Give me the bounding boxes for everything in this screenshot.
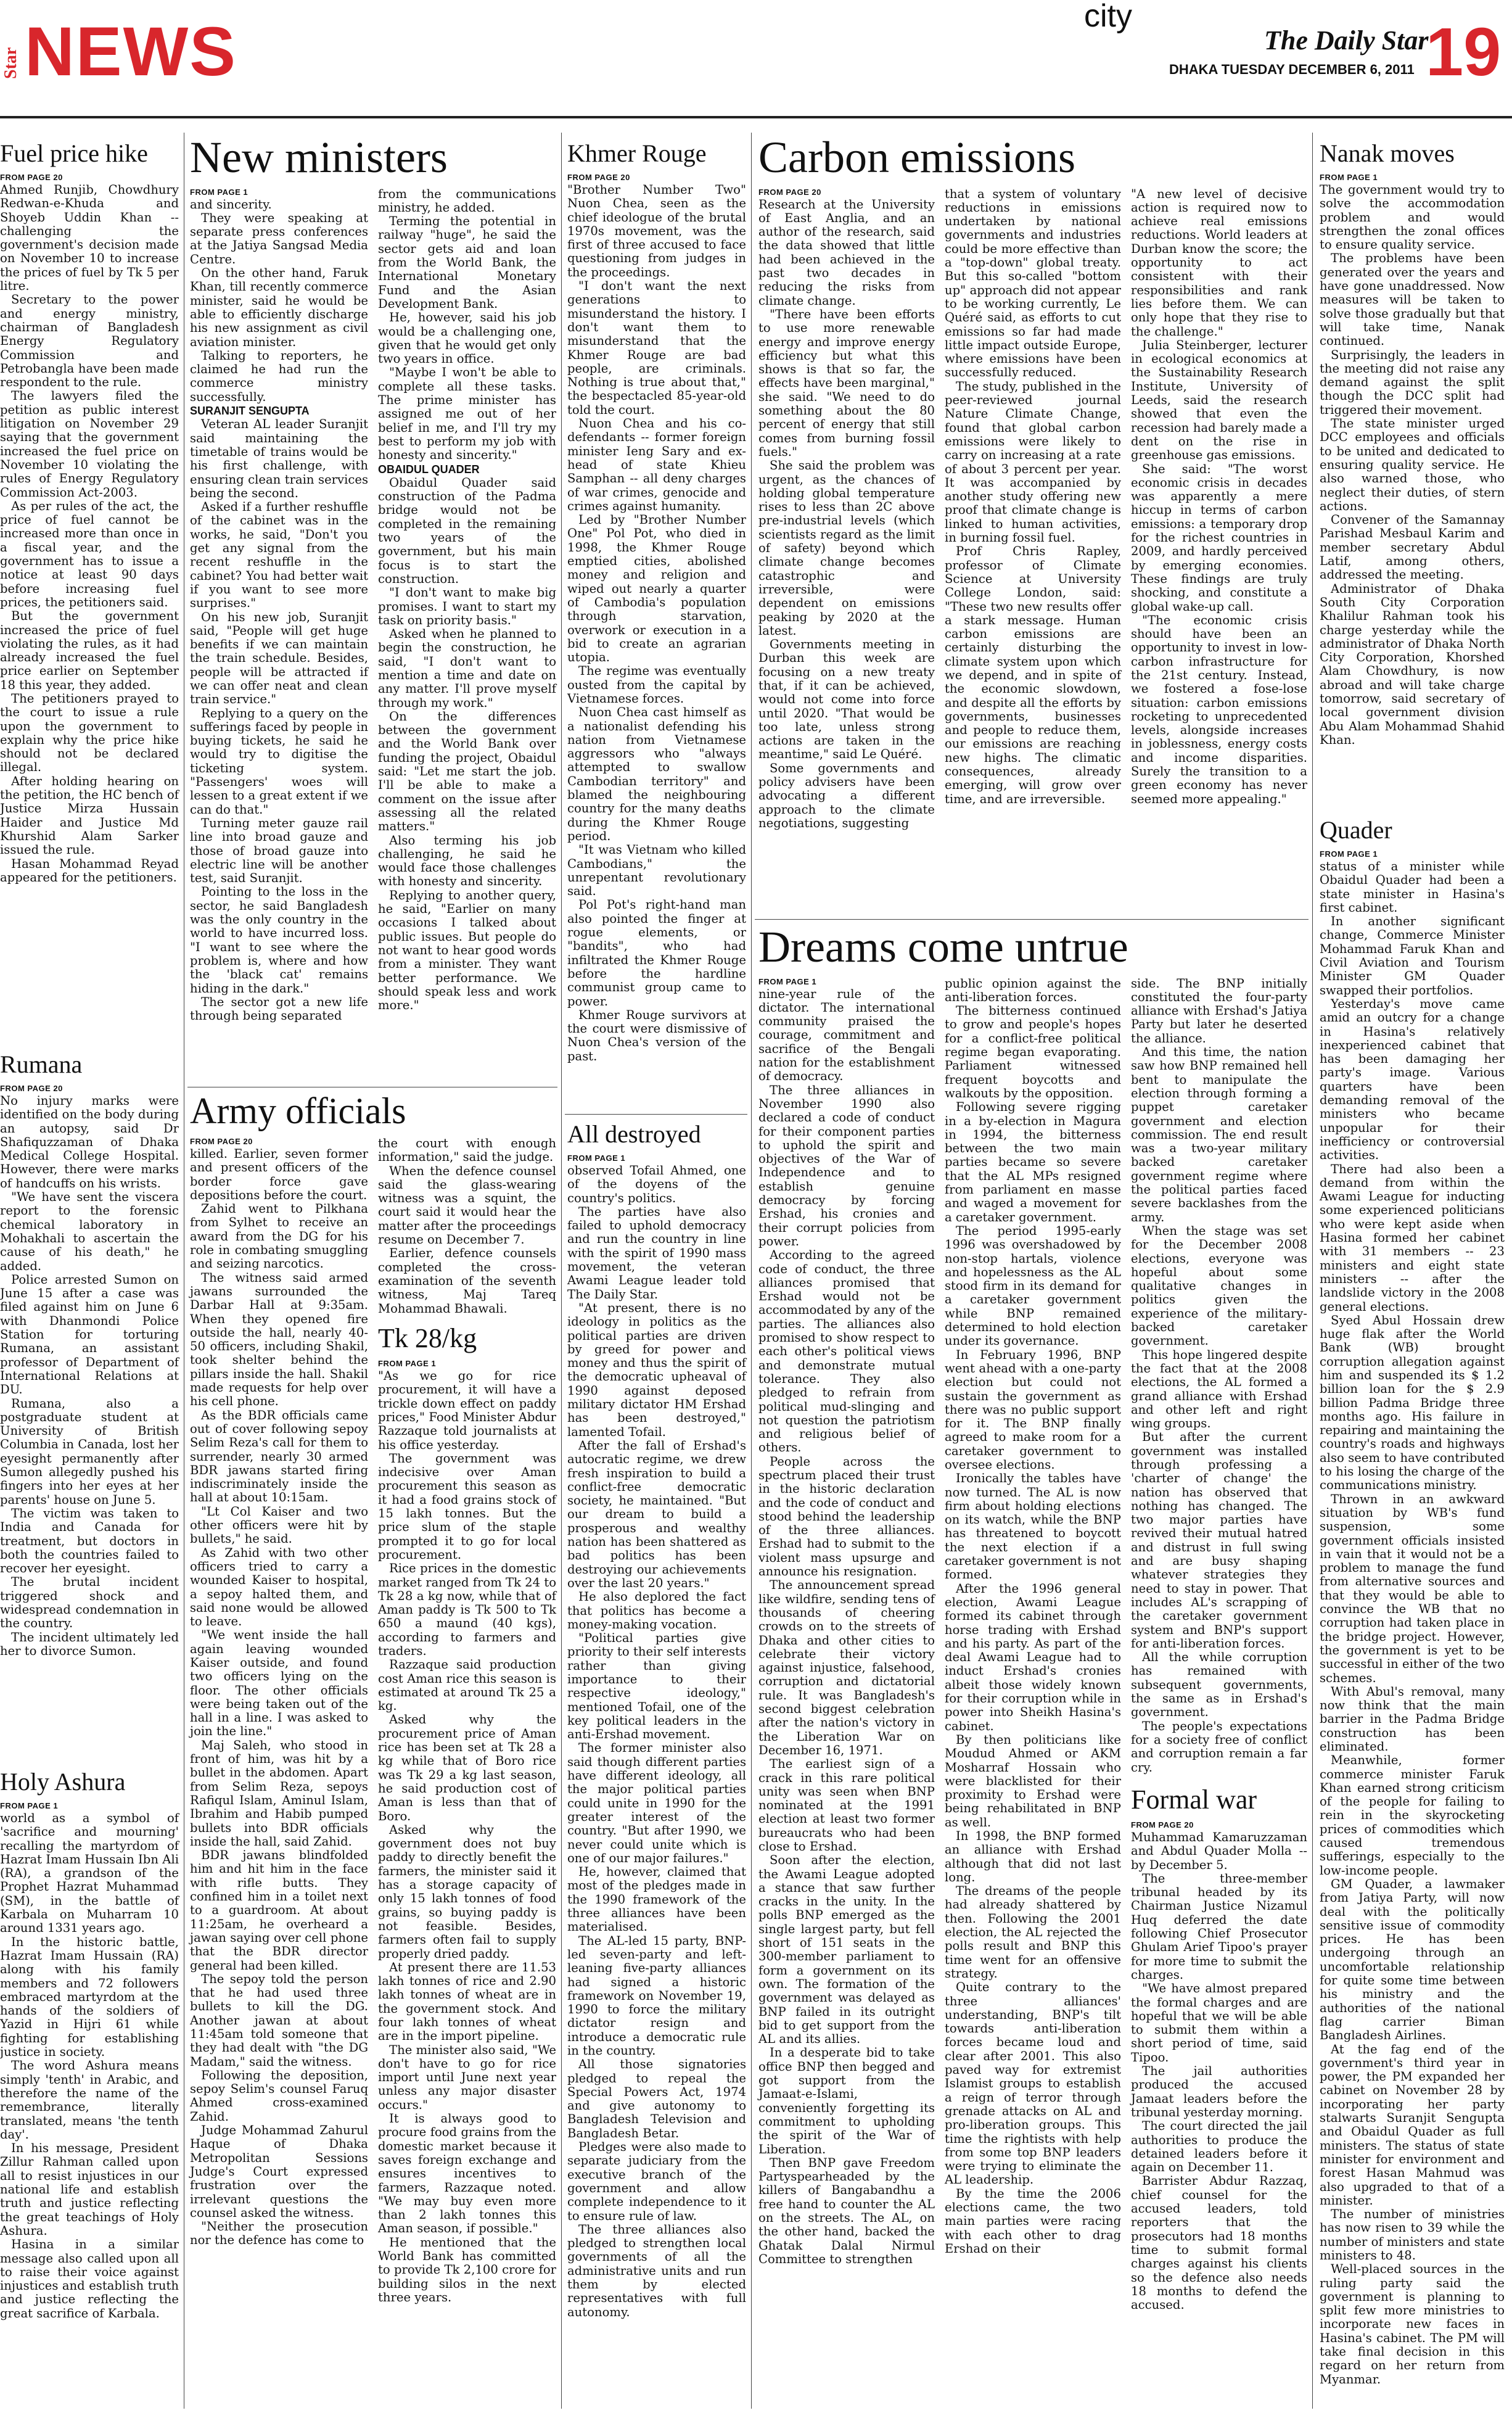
paragraph: The study, published in the peer-reviewed journal Nature Climate Change, found that global carbon emissions were likely to carry on increasing at a rate of about 3 percent per year. It was accompanied by another study offering new proof that climate change is linked to human activities, in burning fossil fuel.: [945, 379, 1122, 545]
paragraph: By the time the 2006 elections came, the two main parties were racing with each other to drag Ershad on their: [945, 2186, 1121, 2256]
jump-label: FROM PAGE 20: [0, 173, 63, 182]
paragraph: the court with enough information," said the judge.: [378, 1136, 556, 1165]
jump-label: FROM PAGE 1: [1320, 173, 1378, 182]
paragraph: As the BDR officials came out of cover following sepoy Selim Reza's call for them to surrender, nearly 30 armed BDR jawans started firing indiscriminately inside the hall at about 10:15am.: [190, 1408, 368, 1505]
paragraph: The brutal incident triggered shock and widespread condemnation in the country.: [0, 1575, 179, 1631]
paragraph: The three alliances also pledged to strengthen local governments of all the administrative units and run them by elected representatives with full autonomy.: [567, 2222, 746, 2319]
paragraph: The period 1995-early 1996 was overshadowed by non-stop hartals, violence and hopelessness as the AL stood firm in its demand for a caretaker government while BNP remained determined to hold election under its governance.: [945, 1223, 1121, 1348]
story-body: [0, 1094, 179, 1658]
paragraph: public opinion against the anti-liberation forces.: [945, 976, 1121, 1004]
paragraph: "Lt Col Kaiser and two other officers were hit by bullets," he said.: [190, 1504, 368, 1546]
paragraph: Well-placed sources in the ruling party said the government is planning to split few more ministries to incorporate new faces in Hasina's cabinet. The PM will take final decision in this regard on her return from Myanmar.: [1320, 2262, 1505, 2386]
paragraph: The three-member tribunal headed by its Chairman Justice Nizamul Huq deferred the date following Chief Prosecutor Ghulam Arief Tipoo's prayer for more time to submit the charges.: [1131, 1871, 1307, 1982]
story-quader: [1320, 817, 1505, 2411]
paragraph: Ahmed Runjib, Chowdhury Redwan-e-Khuda and Shoyeb Uddin Khan -- challenging the government's decision made on November 10 to increase the prices of fuel by Tk 5 per litre.: [0, 183, 179, 294]
headline: Carbon emissions: [758, 133, 1075, 182]
paragraph: Talking to reporters, he claimed he had run the commerce ministry successfully.: [190, 348, 368, 404]
paragraph: "The economic crisis should have been an opportunity to invest in low-carbon infrastructure for the 21st century. Instead, we fostered a fose-lose situation: carbon emissions rocketing to unprecedented levels, alongside increases in joblessness, energy costs and income disparities. Surely the transition to a green economy has never seemed more appealing.": [1131, 613, 1307, 806]
paragraph: It is always good to procure food grains from the domestic market because it saves foreign exchange and ensures incentives to farmers, Razzaque noted. "We may buy even more than 2 lakh tonnes this Aman season, if possible.": [378, 2111, 556, 2236]
paragraph: Soon after the election, the Awami League adopted a stance that saw further cracks in the unity. In the polls BNP emerged as the single largest party, but fell short of 151 seats in the 300-member parliament to form a government on its own. The formation of the government was delayed as BNP failed in its outright bid to get support from the AL and its allies.: [758, 1853, 935, 2047]
jump-label: FROM PAGE 20: [567, 173, 630, 182]
paragraph: Convener of the Samannay Parishad Mesbaul Karim and member secretary Abdul Latif, among others, addressed the meeting.: [1320, 513, 1505, 582]
subhead: OBAIDUL QUADER: [378, 463, 480, 476]
story-body-col1: [758, 988, 935, 2267]
paragraph: When the stage was set for the December 2008 elections, everyone was hopeful about some qualitative changes in politics given the experience of the military-backed caretaker government.: [1131, 1223, 1307, 1348]
section-title: NEWS: [25, 13, 237, 90]
paragraph: He, however, said his job would be a challenging one, given that he would get only two years in office.: [378, 310, 556, 366]
paragraph: Earlier, defence counsels completed the cross-examination of the seventh witness, Maj Tareq Mohammad Bhawali.: [378, 1246, 556, 1316]
paragraph: They were speaking at separate press conferences at the Jatiya Sangsad Media Centre.: [190, 210, 368, 266]
story-body-col2: [378, 1137, 556, 1316]
jump-label: FROM PAGE 1: [758, 976, 817, 986]
paragraph: Police arrested Sumon on June 15 after a case was filed against him on June 6 with Dhanmondi Police Station for torturing Rumana, an assistant professor of Department of International Relations at DU.: [0, 1272, 179, 1397]
paragraph: Rice prices in the domestic market ranged from Tk 24 to Tk 28 a kg now, while that of Aman paddy is Tk 500 to Tk 650 a maund (40 kgs), according to farmers and traders.: [378, 1561, 556, 1658]
paragraph: The number of ministries has now risen to 39 while the number of ministers and state ministers to 48.: [1320, 2207, 1505, 2262]
paragraph: There had also been a demand from within the Awami League for inducting some experienced politicians who were kept aside when Hasina formed her cabinet with 31 members -- 23 ministers and eight state ministers -- after the landslide victory in the 2008 general elections.: [1320, 1161, 1505, 1314]
headline: Formal war: [1131, 1784, 1257, 1815]
headline: Quader: [1320, 816, 1392, 844]
page-number: 19: [1426, 14, 1502, 90]
subhead: SURANJIT SENGUPTA: [190, 405, 310, 418]
paragraph: "At present, there is no ideology in politics as the political parties are driven by greed for power and money and thus the spirit of the democratic upheaval of 1990 against deposed military dictator HM Ershad has been destroyed," lamented Tofail.: [567, 1300, 746, 1439]
paragraph: Nuon Chea and his co-defendants -- former foreign minister Ieng Sary and ex-head of state Khieu Samphan -- all deny charges of war crimes, genocide and crimes against humanity.: [567, 416, 746, 513]
paragraph: "Brother Number Two" Nuon Chea, seen as the chief ideologue of the brutal 1970s movement, was the first of three accused to face questioning from judges in the proceedings.: [567, 183, 746, 279]
paragraph: Ironically the tables have now turned. The AL is now firm about holding elections on its watch, while the BNP has threatened to boycott the next election if a caretaker government is not formed.: [945, 1471, 1121, 1582]
story-body-col1: [190, 1147, 368, 2248]
paragraph: The incident ultimately led her to divorce Sumon.: [0, 1630, 179, 1658]
paragraph: The regime was eventually ousted from the capital by Vietnamese forces.: [567, 664, 746, 706]
paragraph: The three alliances in November 1990 also declared a code of conduct for their component parties to uphold the spirit and objectives of the War of Independence and to establish genuine democracy by forcing Ershad, his cronies and their corrupt policies from power.: [758, 1083, 935, 1248]
paragraph: He also deplored the fact that politics has become a money-making vocation.: [567, 1590, 746, 1631]
paragraph: In 1998, the BNP formed an alliance with Ershad although that did not last long.: [945, 1829, 1121, 1884]
paragraph: Barrister Abdur Razzaq, chief counsel for the accused leaders, told reporters that the prosecutors had 18 months time to submit formal charges against his clients so the defence also needs 18 months to defend the accused.: [1131, 2174, 1307, 2312]
paragraph: Obaidul Quader said construction of the Padma bridge would not be completed in the remaining two years of the government, but his main focus is to start the construction.: [378, 475, 556, 586]
story-body-col2: [945, 977, 1121, 2256]
paragraph: The state minister urged DCC employees and officials to be united and dedicated to ensuring quality service. He also warned those, who neglect their duties, of stern actions.: [1320, 416, 1505, 513]
paragraph: After the 1996 general election, Awami League formed its cabinet through horse trading with Ershad and his party. As part of the deal Awami League had to induct Ershad's cronies albeit those widely known for their corruption while in power into Sheikh Hasina's cabinet.: [945, 1581, 1121, 1733]
paragraph: "There have been efforts to use more renewable energy and improve energy efficiency but what this shows is that so far, the effects have been marginal," she said. "We need to do something about the 80 percent of energy that still comes from burning fossil fuels.": [758, 307, 935, 459]
column-divider: [1312, 133, 1313, 2409]
paragraph: "I don't want the next generations to misunderstand the history. I don't want them to misunderstand that the Khmer Rouge are bad people, are criminals. Nothing is true about that," the bespectacled 85-year-old told the court.: [567, 279, 746, 417]
story-rumana: [0, 1052, 179, 1749]
paragraph: Asked why the procurement price of Aman rice has been set at Tk 28 a kg while that of Boro rice was Tk 29 a kg last season, he said production cost of Aman is less than that of Boro.: [378, 1712, 556, 1823]
paragraph: And this time, the nation saw how BNP remained hell bent to manipulate the election through forming a puppet caretaker government and election commission. The end result was a two-year military backed caretaker government regime where the political parties faced severe backlashes from the army.: [1131, 1045, 1307, 1224]
paragraph: side. The BNP initially constituted the four-party alliance with Ershad's Jatiya Party but later he deserted the alliance.: [1131, 976, 1307, 1046]
paragraph: Khmer Rouge survivors at the court were dismissive of Nuon Chea's version of the past.: [567, 1007, 746, 1063]
column-divider: [561, 133, 562, 2409]
story-body: [1320, 183, 1505, 747]
paragraph: "Political parties give priority to their self interests rather than giving importance to their respective ideology," mentioned Tofail, one of the key political leaders in the anti-Ershad movement.: [567, 1631, 746, 1742]
paragraph: Muhammad Kamaruzzaman and Abdul Quader Molla -- by December 5.: [1131, 1830, 1307, 1872]
paragraph: At present there are 11.53 lakh tonnes of rice and 2.90 lakh tonnes of wheat are in the government stock. And four lakh tonnes of wheat are in the import pipeline.: [378, 1960, 556, 2044]
paragraph: Asked if a further reshuffle of the cabinet was in the works, he said, "Don't you get any signal from the recent reshuffle in the cabinet? You had better wait if you want to see more surprises.": [190, 500, 368, 611]
jump-label: FROM PAGE 20: [1131, 1820, 1194, 1829]
paragraph: Terming the potential in railway "huge", he said the sector gets aid and loan from the World Bank, the International Monetary Fund and the Asian Development Bank.: [378, 214, 556, 311]
paragraph: "I don't want to make big promises. I want to start my task on priority basis.": [378, 585, 556, 627]
paragraph: Maj Saleh, who stood in front of him, was hit by a bullet in the abdomen. Apart from Selim Reza, sepoys Rafiqul Islam, Aminul Islam, Ibrahim and Habib pumped bullets into BDR officials inside the hall, said Zahid.: [190, 1738, 368, 1849]
paragraph: Then BNP gave Freedom Partyspearheaded by the killers of Bangabandhu a free hand to counter the AL on the streets. The AL, on the other hand, backed the Ghatak Dalal Nirmul Committee to strengthen: [758, 2155, 935, 2266]
paragraph: Surprisingly, the leaders in the meeting did not raise any demand against the split though the DCC split had triggered their movement.: [1320, 347, 1505, 417]
paragraph: The petitioners prayed to the court to issue a rule upon the government to explain why the price hike should not be declared illegal.: [0, 691, 179, 775]
paragraph: observed Tofail Ahmed, one of the doyens of the country's politics.: [567, 1163, 746, 1205]
paragraph: "A new level of decisive action is required now to achieve real emissions reductions. World leaders at Durban know the score; the opportunity to act consistent with their responsibilities and rank lies before them. We can only hope that they rise to the challenge.": [1131, 186, 1307, 339]
paragraph: The problems have been generated over the years and have gone unaddressed. Now measures will be taken to solve those gradually but that will take time, Nanak continued.: [1320, 251, 1505, 349]
paragraph: "Neither the prosecution nor the defence has come to: [190, 2219, 368, 2248]
story-body: [1131, 1831, 1307, 2312]
paragraph: world as a symbol of 'sacrifice and mourning' recalling the martyrdom of Hazrat Imam Hussain Ibn Ali (RA), a grandson of the Prophet Hazrat Muhammad (SM), in the battle of Karbala on Muharram 10 around 1331 years ago.: [0, 1811, 179, 1936]
story-khmer-rouge: [567, 141, 746, 1109]
newspaper-name: The Daily Star: [1264, 25, 1429, 56]
jump-label: FROM PAGE 20: [758, 187, 821, 197]
paragraph: Also terming his job challenging, he said he would face those challenges with honesty and sincerity.: [378, 833, 556, 889]
paragraph: After the fall of Ershad's autocratic regime, we drew fresh inspiration to build a conflict-free democratic society, he maintained. "But our dream to build a prosperous and wealthy nation has been shattered as bad politics has been destroying our achievements over the last 20 years.": [567, 1438, 746, 1590]
paragraph: She said: "The worst economic crisis in decades was apparently a mere hiccup in terms of carbon emissions: a temporary drop for the richest countries in 2009, and hardly perceived by emerging economies. These findings are truly shocking, and constitute a global wake-up call.: [1131, 461, 1307, 614]
star-logo-icon: [1, 25, 21, 80]
section-label: city: [1084, 0, 1132, 34]
headline: Nanak moves: [1320, 139, 1455, 167]
jump-label: FROM PAGE 1: [567, 1153, 626, 1163]
paragraph: BDR jawans blindfolded him and hit him in the face with rifle butts. They confined him in a toilet next to a guardroom. At about 11:25am, he overheard a jawan saying over cell phone that the BDR director general had been killed.: [190, 1848, 368, 1973]
paragraph: The dreams of the people had already shattered by then. Following the 2001 election, the AL rejected the polls result and BNP this time went for an offensive strategy.: [945, 1884, 1121, 1981]
headline: Army officials: [190, 1091, 406, 1131]
paragraph: When the defence counsel said the glass-wearing witness was a squint, the court said it would hear the matter after the proceedings resume on December 7.: [378, 1163, 556, 1247]
story-carbon-emissions: [758, 134, 1307, 913]
story-fuel-price-hike: [0, 141, 179, 1029]
paragraph: People across the spectrum placed their trust in the historic declaration and the code of conduct and stood behind the leadership of the three alliances. Ershad had to submit to the violent mass upsurge and announce his resignation.: [758, 1454, 935, 1579]
paragraph: The sector got a new life through being separated: [190, 994, 368, 1023]
paragraph: The sepoy told the person that he had used three bullets to kill the DG. Another jawan at about 11:45am told someone that they had dealt with "the DG Madam," said the witness.: [190, 1971, 368, 2069]
paragraph: She said the problem was urgent, as the chances of holding global temperature rises to less than 2C above pre-industrial levels (which scientists regard as the limit of safety) beyond which climate change becomes catastrophic and irreversible, were dependent on emissions peaking by 2020 at the latest.: [758, 458, 935, 638]
paragraph: Turning meter gauze rail line into broad gauze and those of broad gauze into electric line will be another test, said Suranjit.: [190, 815, 368, 886]
paragraph: Some governments and policy advisers have been advocating a different approach to the climate negotiations, suggesting: [758, 761, 935, 830]
paragraph: Yesterday's move came amid an outcry for a change in Hasina's relatively inexperienced cabinet that has been damaging her party's image. Various quarters have been demanding removal of the ministers who became unpopular for their inefficiency or controversial activities.: [1320, 996, 1505, 1163]
paragraph: After holding hearing on the petition, the HC bench of Justice Mirza Hussain Haider and Justice Md Khurshid Alam Sarker issued the rule.: [0, 773, 179, 857]
paragraph: The lawyers filed the petition as public interest litigation on November 29 saying that the government increased the fuel price on November 10 violating the rules of Energy Regulatory Commission Act-2003.: [0, 389, 179, 500]
paragraph: The parties have also failed to uphold democracy and run the country in line with the spirit of 1990 mass movement, the veteran Awami League leader told The Daily Star.: [567, 1204, 746, 1301]
story-body-col1: [190, 198, 368, 1023]
paragraph: Secretary to the power and energy ministry, chairman of Bangladesh Energy Regulatory Commission and Petrobangla have been made respondent to the rule.: [0, 292, 179, 390]
story-body-col3: [1131, 977, 1307, 1775]
paragraph: "As we go for rice procurement, it will have a trickle down effect on paddy prices," Food Minister Abdur Razzaque told journalists at his office yesterday.: [378, 1369, 556, 1452]
story-body: [378, 1369, 556, 2304]
story-body-col3: [1131, 188, 1307, 806]
story-new-ministers: [190, 134, 556, 1081]
jump-label: FROM PAGE 20: [190, 1137, 253, 1146]
paragraph: He, however, claimed that most of the pledges made in the 1990 framework of the three alliances have been materialised.: [567, 1865, 746, 1934]
paragraph: The earliest sign of a crack in this rare political unity was seen when BNP nominated at the 1991 election at least two former bureaucrats who had been close to Ershad.: [758, 1757, 935, 1854]
paragraph: By then politicians like Moudud Ahmed or AKM Mosharraf Hossain who were blacklisted for their proximity to Ershad were being rehabilitated in BNP as well.: [945, 1732, 1121, 1829]
paragraph: Administrator of Dhaka South City Corporation Khalilur Rahman took his charge yesterday while the administrator of Dhaka North City Corporation, Khorshed Alam Chowdhury, is now abroad and will take charge tomorrow, said secretary of local government division Abu Alam Mohammad Shahid Khan.: [1320, 581, 1505, 747]
paragraph: But the government increased the price of fuel violating the rules, as it had already increased the fuel price earlier on September 18 this year, they added.: [0, 609, 179, 692]
masthead-rule: [0, 116, 1512, 118]
jump-label: FROM PAGE 1: [0, 1801, 59, 1810]
story-divider: [565, 1114, 747, 1115]
jump-label: FROM PAGE 1: [378, 1359, 437, 1369]
paragraph: "It was Vietnam who killed Cambodians," the unrepentant revolutionary said.: [567, 843, 746, 899]
paragraph: Razzaque said production cost Aman rice this season is estimated at around Tk 25 a kg.: [378, 1657, 556, 1714]
headline: Tk 28/kg: [378, 1322, 477, 1353]
paragraph: No injury marks were identified on the body during an autopsy, said Dr Shafiquzzaman of Dhaka Medical College Hospital. However, there were marks of handcuffs on his wrists.: [0, 1094, 179, 1190]
paragraph: Veteran AL leader Suranjit said maintaining the timetable of trains would be his first challenge, with ensuring clean train services being the second.: [190, 417, 368, 500]
story-body-col2: [378, 188, 556, 1013]
jump-label: FROM PAGE 1: [1320, 849, 1378, 859]
headline: New ministers: [190, 133, 448, 182]
headline: Khmer Rouge: [567, 139, 707, 167]
story-tk-28-kg: [378, 1324, 556, 2304]
jump-label: FROM PAGE 1: [190, 187, 249, 197]
paragraph: that a system of voluntary reductions in emissions undertaken by national governments and industries could be more effective than a "top-down" global treaty. But this so-called "bottom up" approach did not appear to be working currently, Le Quéré said, as efforts to cut emissions so far had made little impact outside Europe, where emissions have been successfully reduced.: [945, 186, 1121, 380]
paragraph: nine-year rule of the dictator. The international community praised the courage, commitment and sacrifice of the Bengali nation for the establishment of democracy.: [758, 986, 935, 1084]
paragraph: The witness said armed jawans surrounded the Darbar Hall at 9:35am. When they opened fire outside the hall, nearly 40-50 officers, including Shakil, took shelter behind the pillars inside the hall. Shakil made requests for help over his cell phone.: [190, 1270, 368, 1409]
story-holy-ashura: [0, 1769, 179, 2411]
story-divider: [755, 919, 1309, 920]
paragraph: In February 1996, BNP went ahead with a one-party election but could not sustain the government as there was no public support for it. The BNP finally agreed to make room for a caretaker government to oversee elections.: [945, 1347, 1121, 1472]
paragraph: This hope lingered despite the fact that at the 2008 elections, the AL formed a grand alliance with Ershad and other left and right wing groups.: [1131, 1347, 1307, 1431]
story-army-officials: [190, 1091, 556, 2304]
paragraph: from the communications ministry, he added.: [378, 186, 556, 215]
paragraph: Research at the University of East Anglia, and an author of the research, said the data showed that little had been achieved in the past two decades in reducing the risks from climate change.: [758, 197, 935, 308]
paragraph: Replying to another query, he said, "Earlier on many occasions I talked about public issues. But people do not want to hear good words from a minister. They want better performance. We should speak less and work more.": [378, 888, 556, 1013]
paragraph: Following severe rigging in a by-election in Magura in 1994, the bitterness between the two main parties became so severe that the AL MPs resigned from parliament en masse and waged a movement for a caretaker government.: [945, 1100, 1121, 1224]
paragraph: Quite contrary to the three alliances' understanding, BNP's tilt towards anti-liberation forces became loud and clear after 2001. This also paved way for extremist Islamist groups to establish a reign of terror through grenade attacks on AL and pro-liberation groups. This time the rightists with help from some top BNP leaders were trying to eliminate the AL leadership.: [945, 1980, 1121, 2187]
paragraph: killed. Earlier, seven former and present officers of the border force gave depositions before the court.: [190, 1147, 368, 1202]
paragraph: status of a minister while Obaidul Quader had been a state minister in Hasina's first cabinet.: [1320, 859, 1505, 915]
headline: Holy Ashura: [0, 1768, 126, 1796]
paragraph: The people's expectations for a society free of conflict and corruption remain a far cry.: [1131, 1718, 1307, 1775]
paragraph: As Zahid with two other officers tried to carry a wounded Kaiser to hospital, a sepoy halted them, and said none would be allowed to leave.: [190, 1545, 368, 1629]
paragraph: The bitterness continued to grow and people's hopes for a conflict-free political regime began evaporating. Parliament witnessed frequent boycotts and walkouts by the opposition.: [945, 1004, 1121, 1100]
paragraph: On his new job, Suranjit said, "People will get huge benefits if we can maintain the train schedule. Besides, people will be attracted if we can offer neat and clean train service.": [190, 609, 368, 707]
story-body: [567, 1164, 746, 2319]
paragraph: The former minister also said though different parties have different ideology, all the major political parties could unite in 1990 for the greater interest of the country. "But after 1990, we never could unite which is one of our major failures.": [567, 1741, 746, 1865]
paragraph: In another significant change, Commerce Minister Mohammad Faruk Khan and Civil Aviation and Tourism Minister GM Quader swapped their portfolios.: [1320, 914, 1505, 997]
paragraph: Replying to a query on the sufferings faced by people in buying tickets, he said he would try to digitise the ticketing system. "Passengers' woes will lessen to a great extent if we can do that.": [190, 706, 368, 817]
paragraph: He mentioned that the World Bank has committed to provide Tk 2,100 crore for building silos in the next three years.: [378, 2235, 556, 2304]
svg-text:Star: Star: [1, 47, 20, 79]
paragraph: As per rules of the act, the price of fuel cannot be increased more than once in a fiscal year, and the government has to issue a notice at least 90 days before increasing fuel prices, the petitioners said.: [0, 498, 179, 609]
paragraph: Judge Mohammad Zahurul Haque of Dhaka Metropolitan Sessions Judge's Court expressed frustration over the irrelevant questions the counsel asked the witness.: [190, 2123, 368, 2220]
paragraph: The government would try to solve the accommodation problem and would strengthen the zonal offices to ensure quality service.: [1320, 183, 1505, 252]
dateline: DHAKA TUESDAY DECEMBER 6, 2011: [1169, 62, 1415, 77]
paragraph: The AL-led 15 party, BNP-led seven-party and left-leaning five-party alliances had signed a historic framework on November 19, 1990 to force the military dictator resign and introduce a democratic rule in the country.: [567, 1933, 746, 2058]
paragraph: Following the deposition, sepoy Selim's counsel Faruq Ahmed cross-examined Zahid.: [190, 2068, 368, 2124]
story-body: [567, 183, 746, 1063]
paragraph: The word Ashura means simply 'tenth' in Arabic, and therefore the name of the remembrance, literally translated, means 'the tenth day'.: [0, 2058, 179, 2142]
paragraph: In his message, President Zillur Rahman called upon all to resist injustices in our national life and establish truth and justice reflecting the great teachings of Holy Ashura.: [0, 2141, 179, 2238]
headline: Dreams come untrue: [758, 922, 1128, 971]
paragraph: "We have almost prepared the formal charges and are hopeful that we will be able to submit them within a short period of time, said Tipoo.: [1131, 1981, 1307, 2064]
paragraph: In a desperate bid to take office BNP then begged and got support from the Jamaat-e-Islami, conveniently forgetting its commitment to upholding the spirit of the War of Liberation.: [758, 2045, 935, 2156]
headline: Rumana: [0, 1050, 83, 1078]
paragraph: and sincerity.: [190, 197, 272, 212]
paragraph: Nuon Chea cast himself as a nationalist defending his nation from Vietnamese aggressors who "always attempted to swallow Cambodian territory" and blamed the neighbouring country for the many deaths during the Khmer Rouge period.: [567, 705, 746, 843]
paragraph: The court directed the jail authorities to produce the detained leaders before it again on December 11.: [1131, 2119, 1307, 2175]
paragraph: Hasina in a similar message also called upon all to raise their voice against injustices and establish truth and justice reflecting the great sacrifice of Karbala.: [0, 2237, 179, 2320]
paragraph: GM Quader, a lawmaker from Jatiya Party, will now deal with the politically sensitive issue of commodity prices. He has been undergoing through an uncomfortable relationship for quite some time between his ministry and the authorities of the national flag carrier Biman Bangladesh Airlines.: [1320, 1876, 1505, 2043]
paragraph: Prof Chris Rapley, professor of Climate Science at University College London, said: "These two new results offer a stark message. Human carbon emissions are certainly disturbing the climate system upon which we depend, and in spite of the economic slowdown, and despite all the efforts by governments, businesses and people to reduce them, our emissions are reaching new highs. The climatic consequences, already emerging, will grow over time, and are irreversible.: [945, 544, 1121, 806]
paragraph: The jail authorities produced the accused Jamaat leaders before the tribunal yesterday morning.: [1131, 2064, 1307, 2119]
paragraph: Meanwhile, former commerce minister Faruk Khan earned strong criticism of the people for failing to rein in the skyrocketing prices of commodities which caused tremendous sufferings, especially to the low-income people.: [1320, 1753, 1505, 1878]
paragraph: Thrown in an awkward situation by WB's fund suspension, some government officials insisted in vain that it would not be a problem to manage the fund from alternative sources and that they would be able to convince the WB that no corruption had taken place in the bridge project. However, the government is yet to be successful in either of the two schemes.: [1320, 1491, 1505, 1685]
paragraph: Led by "Brother Number One" Pol Pot, who died in 1998, the Khmer Rouge emptied cities, abolished money and religion and wiped out nearly a quarter of Cambodia's population through starvation, overwork or execution in a bid to create an agrarian utopia.: [567, 513, 746, 665]
paragraph: "We went inside the hall again leaving wounded Kaiser outside, and found two officers lying on the floor. The other officials were being taken out of the hall in a line. I was asked to join the line.": [190, 1628, 368, 1739]
paragraph: "Maybe I won't be able to complete all these tasks. The prime minister has assigned me out of her belief in me, and I'll try my best to perform my job with honesty and sincerity.": [378, 365, 556, 463]
paragraph: Pledges were also made to separate judiciary from the executive branch of the government and allow complete independence to it to ensure rule of law.: [567, 2140, 746, 2223]
paragraph: But after the current government was installed through professing a 'charter of change' the nation has observed that nothing has changed. The two major parties have revived their mutual hatred and distrust in full swing and are busy shaping whatever strategies they need to stay in power. That includes AL's scrapping of the caretaker government system and BNP's support for anti-liberation forces.: [1131, 1430, 1307, 1651]
paragraph: With Abul's removal, many now think that the main barrier in the Padma Bridge construction has been eliminated.: [1320, 1684, 1505, 1754]
paragraph: On the differences between the government and the World Bank over funding the project, Obaidul said: "Let me start the job. I'll be able to make a comment on the issue after assessing all the related matters.": [378, 709, 556, 834]
masthead: [0, 0, 1512, 123]
paragraph: Pointing to the loss in the sector, he said Bangladesh was the only country in the world to have incurred loss. "I want to see where the problem is, where and how the 'black cat' remains hiding in the dark.": [190, 885, 368, 996]
paragraph: Syed Abul Hossain drew huge flak after the World Bank (WB) brought corruption allegation against him and suspended its $ 1.2 billion loan for the $ 2.9 billion Padma Bridge three months ago. His failure in repairing and maintaining the country's roads and highways also seem to have contributed to his losing the charge of the communications ministry.: [1320, 1313, 1505, 1493]
paragraph: In the historic battle, Hazrat Imam Hussain (RA) along with his family members and 72 followers embraced martyrdom at the hands of the soldiers of Yazid in Hijri 61 while fighting for establishing justice in society.: [0, 1934, 179, 2060]
story-body-col1: [758, 198, 935, 831]
paragraph: Julia Steinberger, lecturer in ecological economics at the Sustainability Research Institute, University of Leeds, said the research showed that even the recession had barely made a dent on the rise in greenhouse gas emissions.: [1131, 337, 1307, 463]
paragraph: The victim was taken to India and Canada for treatment, but doctors in both the countries failed to recover her eyesight.: [0, 1506, 179, 1576]
headline: All destroyed: [567, 1120, 701, 1148]
paragraph: The government was indecisive over Aman procurement this season as it had a food grains stock of 15 lakh tonnes. But the price slum of the staple prompted it to go for local procurement.: [378, 1451, 556, 1562]
story-formal-war: [1131, 1786, 1307, 2312]
paragraph: "We have sent the viscera report to the forensic chemical laboratory in Mohakhali to ascertain the cause of his death," he added.: [0, 1190, 179, 1273]
story-body: [1320, 860, 1505, 2386]
jump-label: FROM PAGE 20: [0, 1084, 63, 1093]
paragraph: All the while corruption has remained with subsequent governments, the same as in Ershad's government.: [1131, 1650, 1307, 1720]
paragraph: Zahid went to Pilkhana from Sylhet to receive an award from the DG for his role in combating smuggling and seizing narcotics.: [190, 1202, 368, 1271]
paragraph: Pol Pot's right-hand man also pointed the finger at rogue elements, or "bandits", who had infiltrated the Khmer Rouge before the hardline communist group came to power.: [567, 897, 746, 1009]
paragraph: The minister also said, "We don't have to go for rice import until June next year unless any major disaster occurs.": [378, 2042, 556, 2112]
paragraph: Asked when he planned to begin the construction, he said, "I don't want to mention a time and date on any matter. I'll prove myself through my work.": [378, 627, 556, 710]
paragraph: On the other hand, Faruk Khan, till recently commerce minister, said he would be able to efficiently discharge his new assignment as civil aviation minister.: [190, 266, 368, 349]
story-dreams-come-untrue: [758, 924, 1307, 2411]
paragraph: All those signatories pledged to repeal the Special Powers Act, 1974 and give autonomy to Bangladesh Television and Bangladesh Betar.: [567, 2057, 746, 2140]
paragraph: Governments meeting in Durban this week are focusing on a new treaty that, if it can be achieved, would not come into force until 2020. "That would be too late, unless strong actions are taken in the meantime," said Le Quéré.: [758, 637, 935, 762]
story-body: [0, 183, 179, 885]
paragraph: At the fag end of the government's third year in power, the PM expanded her cabinet on November 28 by incorporating her party stalwarts Suranjit Sengupta and Obaidul Quader as full ministers. The status of state minister for environment and forest Hasan Mahmud was also upgraded to that of a minister.: [1320, 2042, 1505, 2208]
paragraph: The announcement spread like wildfire, sending tens of thousands of cheering crowds on to the streets of Dhaka and other cities to celebrate their victory against injustice, falsehood, corruption and dictatorial rule. It was Bangladesh's second biggest celebration after the nation's victory in the Liberation War on December 16, 1971.: [758, 1578, 935, 1757]
story-all-destroyed: [567, 1121, 746, 2411]
story-body-col2: [945, 188, 1121, 806]
story-nanak-moves: [1320, 141, 1505, 813]
paragraph: Rumana, also a postgraduate student at University of British Columbia in Canada, lost her eyesight permanently after Sumon allegedly pushed his fingers into her eyes at her parents' house on June 5.: [0, 1396, 179, 1507]
story-body: [0, 1812, 179, 2320]
paragraph: Asked why the government does not buy paddy to directly benefit the farmers, the minister said it has a storage capacity of only 15 lakh tonnes of food grains, so buying paddy is not feasible. Besides, farmers often fail to supply properly dried paddy.: [378, 1822, 556, 1961]
paragraph: According to the agreed code of conduct, the three alliances promised that Ershad would not be accommodated by any of the parties. The alliances also promised to show respect to each other's political views and demonstrate mutual tolerance. They also pledged to refrain from political mud-slinging and not question the patriotism and religious belief of others.: [758, 1248, 935, 1455]
column-divider: [751, 133, 752, 2409]
paragraph: Hasan Mohammad Reyad appeared for the petitioners.: [0, 856, 179, 885]
headline: Fuel price hike: [0, 139, 148, 167]
